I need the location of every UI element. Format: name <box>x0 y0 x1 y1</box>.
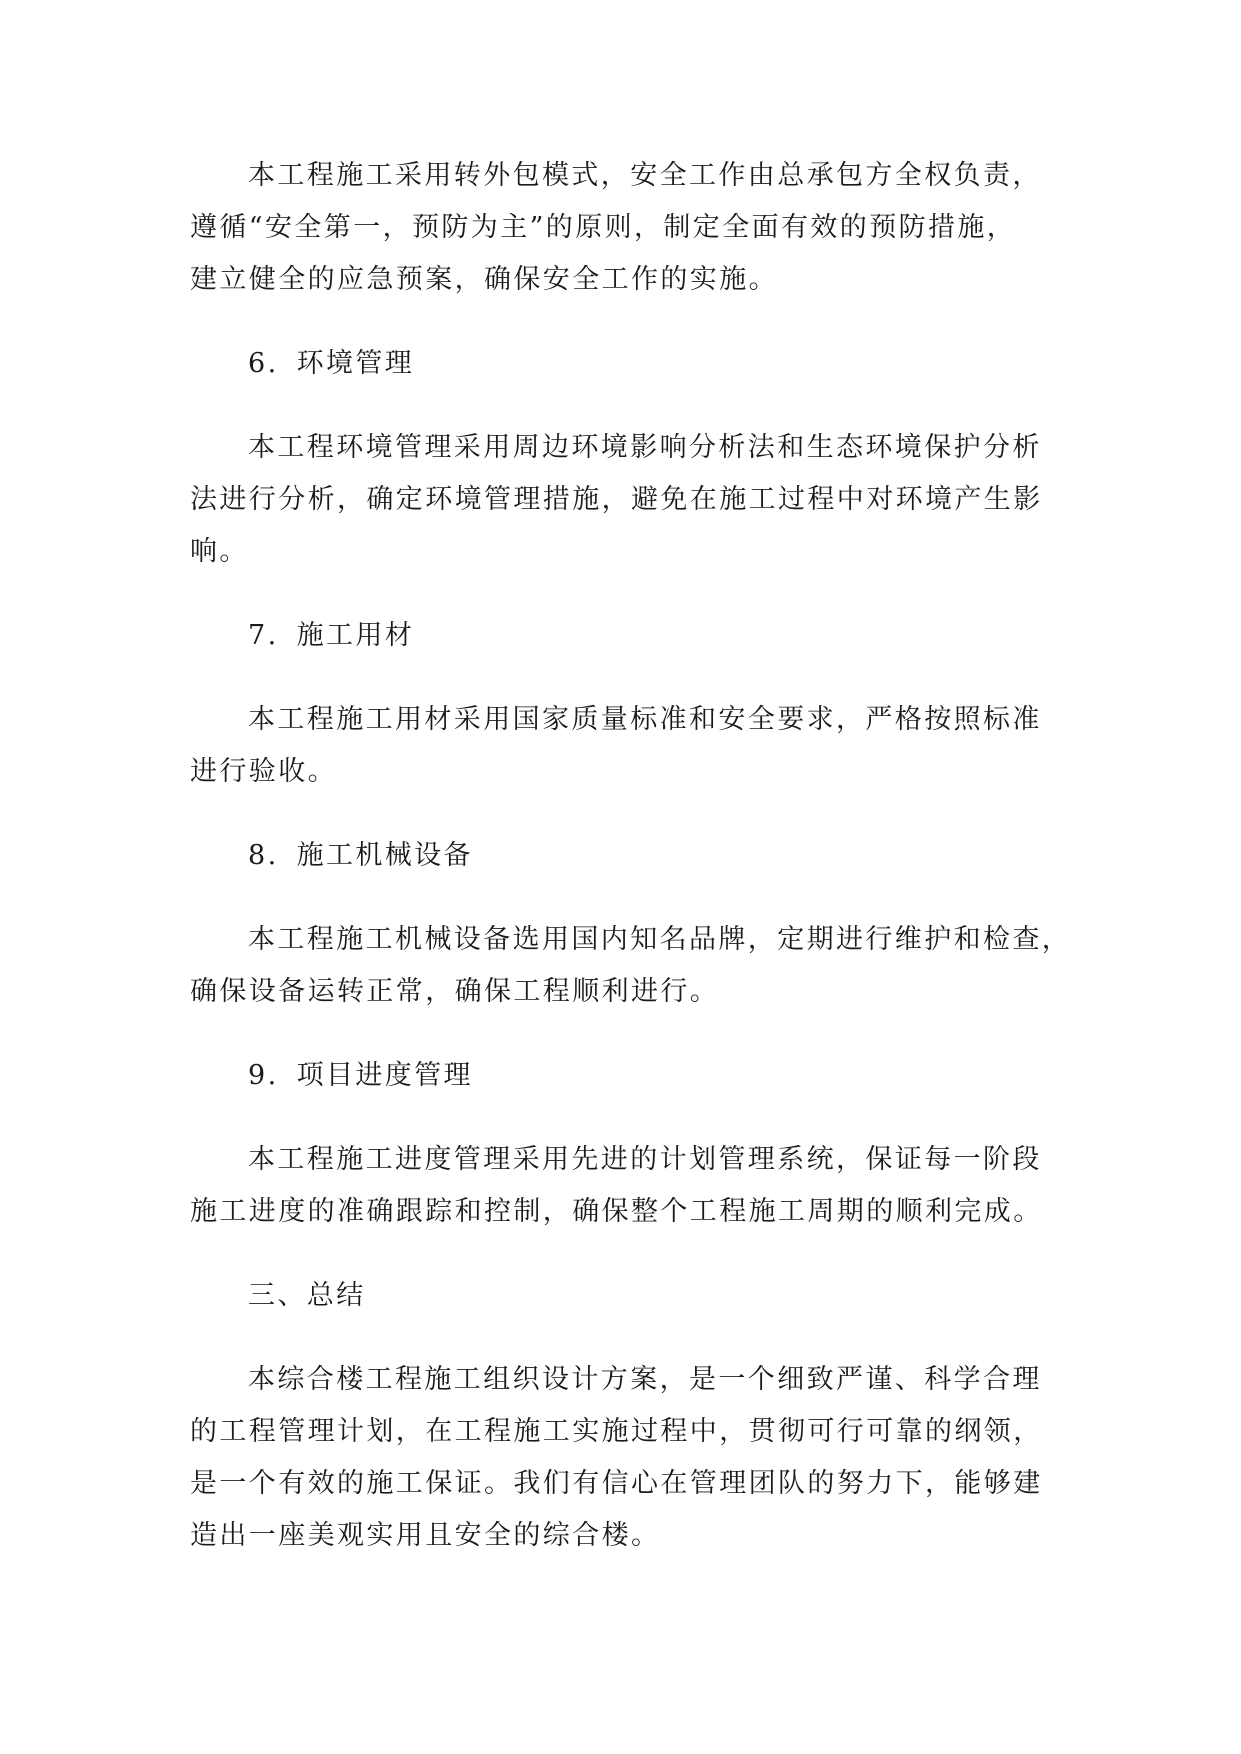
paragraph-line: 遵循“安全第一，预防为主”的原则，制定全面有效的预防措施， <box>190 212 1017 243</box>
section-number: 8. <box>248 840 279 871</box>
section-heading-materials <box>190 610 1070 662</box>
paragraph-summary <box>190 1354 1070 1562</box>
paragraph-line: 本工程施工机械设备选用国内知名品牌，定期进行维护和检查， <box>248 924 1072 955</box>
paragraph-line: 本工程施工用材采用国家质量标准和安全要求，严格按照标准 <box>248 704 1042 735</box>
paragraph-line: 造出一座美观实用且安全的综合楼。 <box>190 1520 661 1551</box>
section-title: 三、总结 <box>248 1280 366 1311</box>
paragraph-line: 的工程管理计划，在工程施工实施过程中，贯彻可行可靠的纲领， <box>190 1416 1043 1447</box>
section-title: 项目进度管理 <box>296 1060 473 1091</box>
section-heading-environment <box>190 338 1070 390</box>
paragraph-line: 响。 <box>190 536 249 567</box>
section-number: 7. <box>248 620 279 651</box>
section-heading-summary <box>190 1270 1070 1322</box>
paragraph-line: 施工进度的准确跟踪和控制，确保整个工程施工周期的顺利完成。 <box>190 1196 1043 1227</box>
paragraph-line: 进行验收。 <box>190 756 337 787</box>
paragraph-line: 是一个有效的施工保证。我们有信心在管理团队的努力下，能够建 <box>190 1468 1043 1499</box>
paragraph-safety <box>190 150 1070 306</box>
section-number: 6. <box>248 348 279 379</box>
section-title: 施工用材 <box>296 620 415 651</box>
paragraph-line: 确保设备运转正常，确保工程顺利进行。 <box>190 976 720 1007</box>
section-title: 环境管理 <box>296 348 415 379</box>
paragraph-environment <box>190 422 1070 578</box>
paragraph-materials <box>190 694 1070 798</box>
document-body <box>190 150 1070 1594</box>
section-number: 9. <box>248 1060 279 1091</box>
paragraph-line: 本工程施工进度管理采用先进的计划管理系统，保证每一阶段 <box>248 1144 1042 1175</box>
paragraph-line: 本工程施工采用转外包模式，安全工作由总承包方全权负责， <box>248 160 1042 191</box>
section-heading-schedule <box>190 1050 1070 1102</box>
paragraph-schedule <box>190 1134 1070 1238</box>
paragraph-line: 建立健全的应急预案，确保安全工作的实施。 <box>190 264 778 295</box>
paragraph-equipment <box>190 914 1070 1018</box>
paragraph-line: 法进行分析，确定环境管理措施，避免在施工过程中对环境产生影 <box>190 484 1043 515</box>
paragraph-line: 本综合楼工程施工组织设计方案，是一个细致严谨、科学合理 <box>248 1364 1042 1395</box>
section-title: 施工机械设备 <box>296 840 473 871</box>
section-heading-equipment <box>190 830 1070 882</box>
paragraph-line: 本工程环境管理采用周边环境影响分析法和生态环境保护分析 <box>248 432 1042 463</box>
